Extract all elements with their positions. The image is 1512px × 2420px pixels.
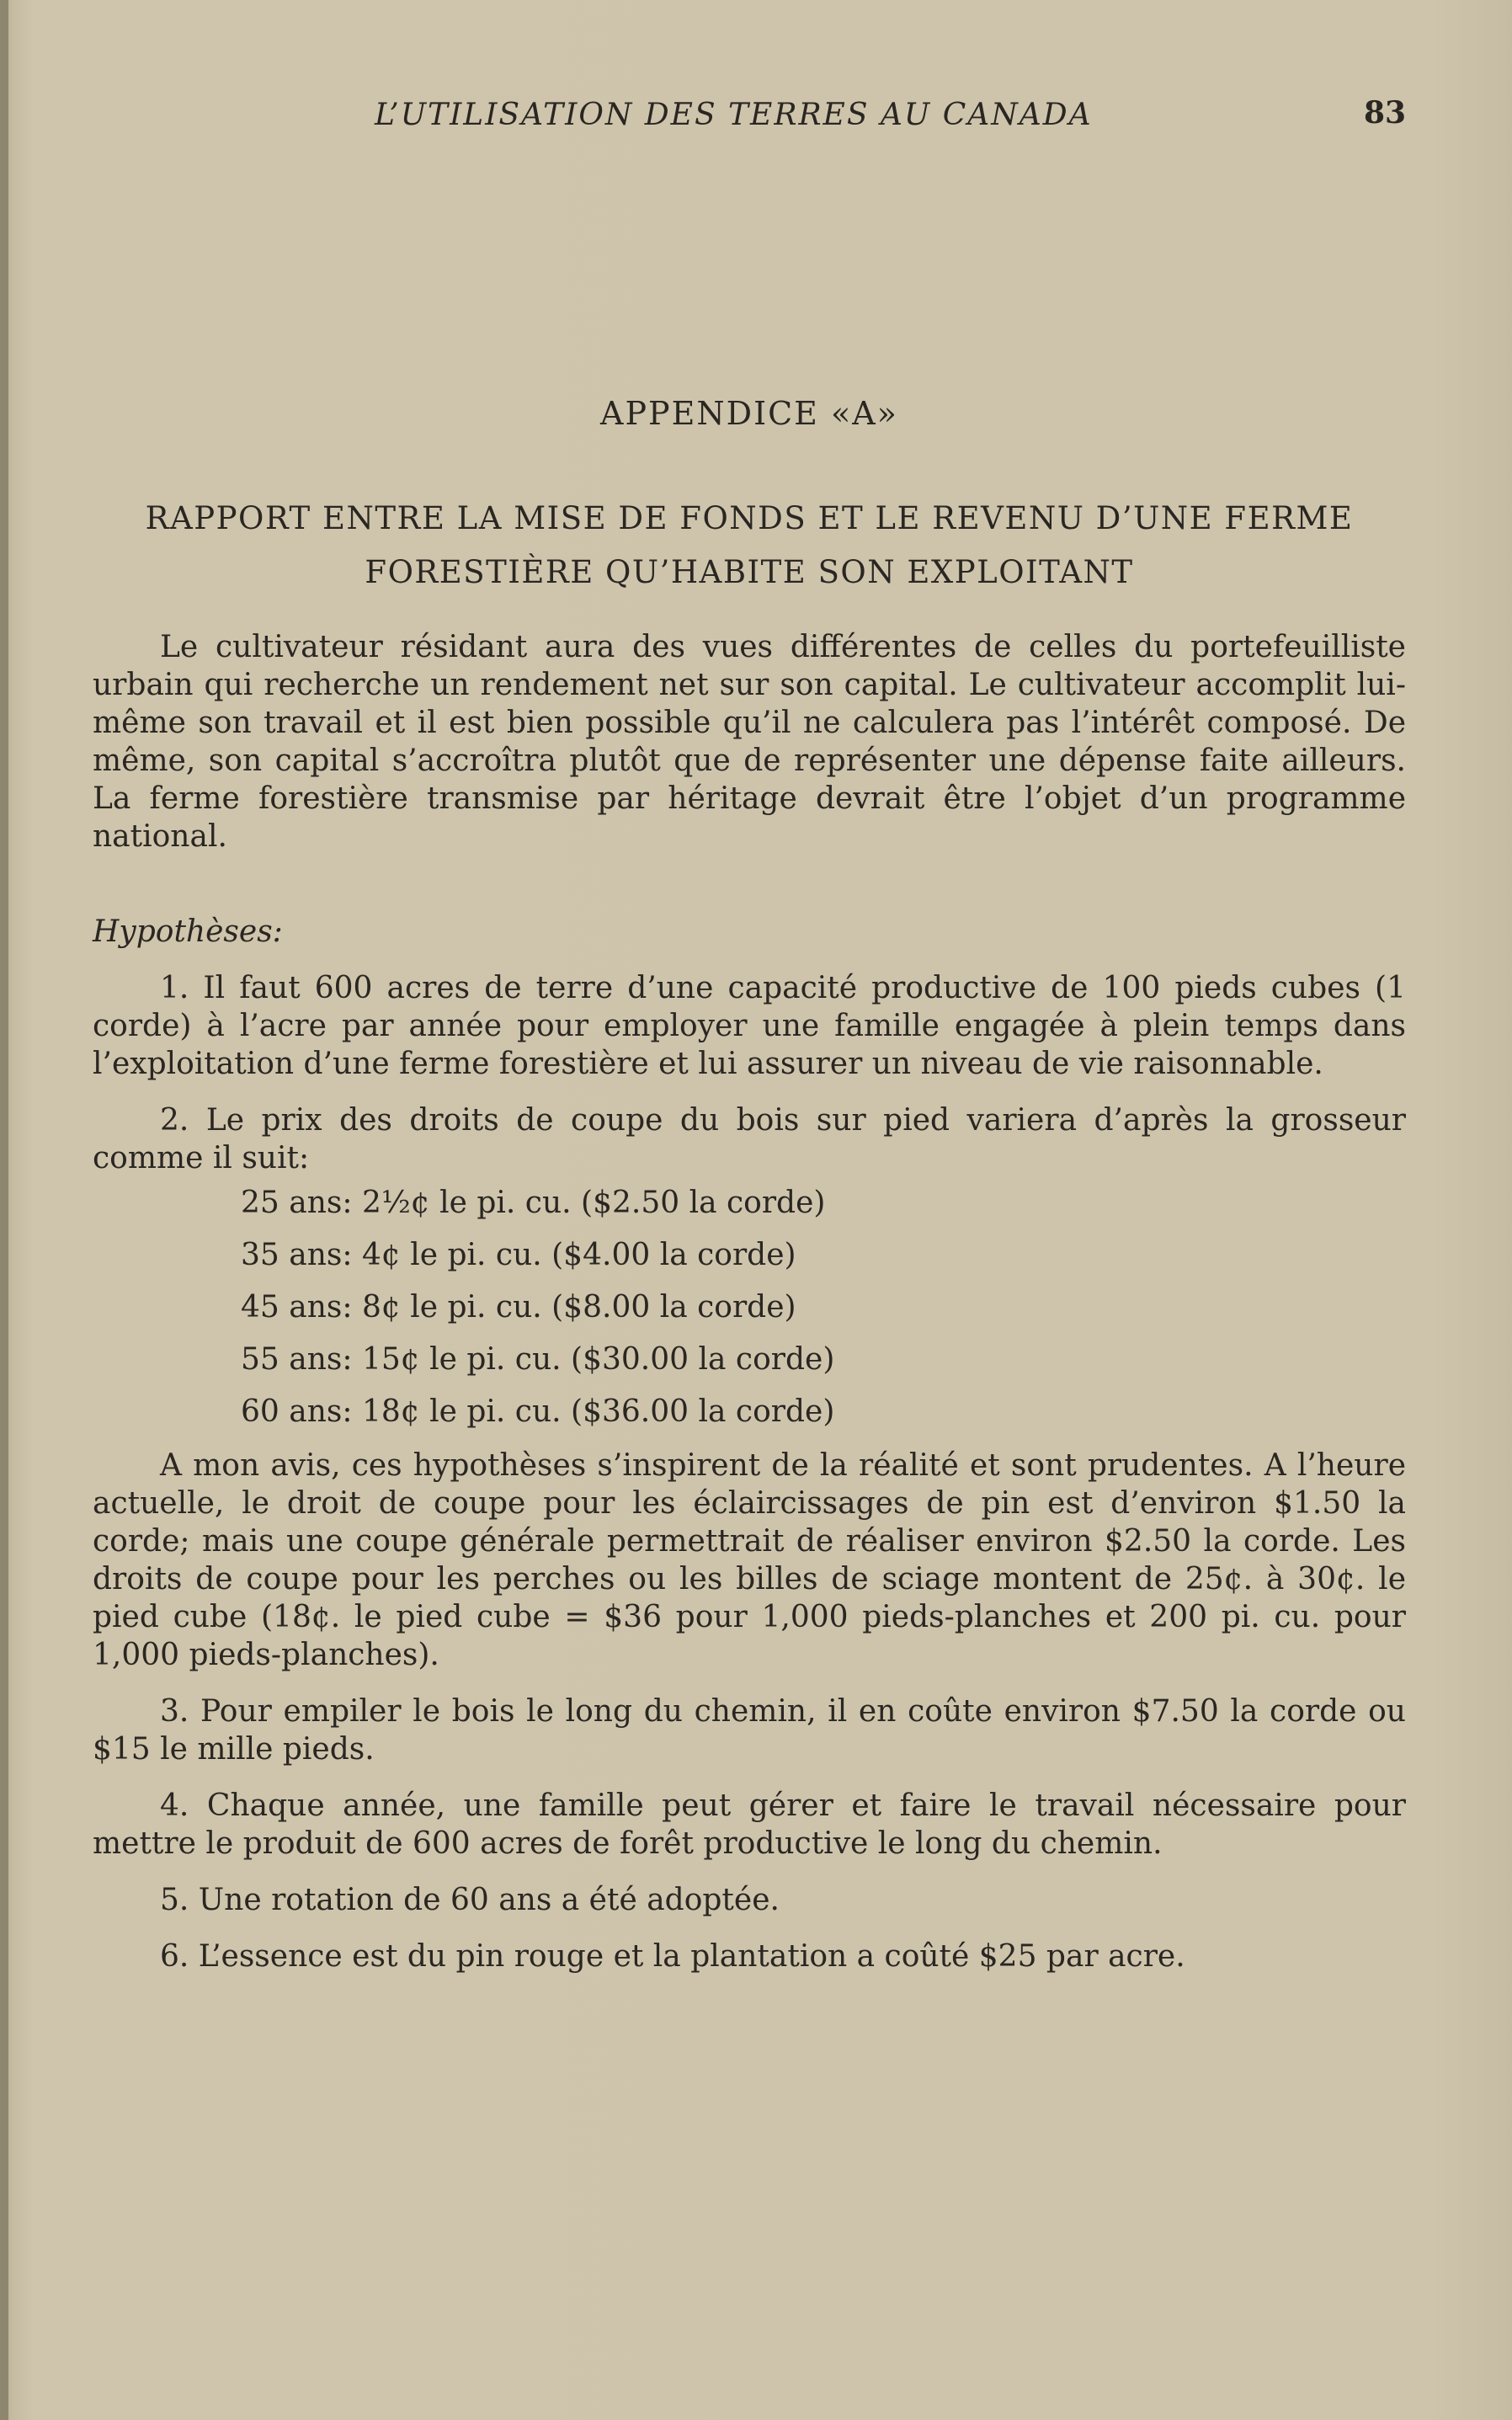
hypothesis-6: 6. L’essence est du pin rouge et la plantation a coûté $25 par acre. [160, 1939, 1185, 1974]
main-title [93, 492, 1406, 600]
main-title-line: RAPPORT ENTRE LA MISE DE FONDS ET LE REVENU D’UNE FERME [145, 500, 1354, 536]
price-list-item: 35 ans: 4¢ le pi. cu. ($4.00 la corde) [241, 1238, 796, 1272]
page-content [93, 392, 1406, 1994]
hypothesis-5: 5. Une rotation de 60 ans a été adoptée. [160, 1883, 780, 1917]
opinion-paragraph: A mon avis, ces hypothèses s’inspirent de la réalité et sont prudentes. A l’heure actuelle, le droit de coupe pour les éclaircissages de pin est d’environ $1.50 la corde; mais une coupe générale permettrait de réaliser environ $2.50 la corde. Les droits de coupe pour les perches ou les billes de sciage montent de 25¢. à 30¢. le pied cube (18¢. le pied cube = $36 pour 1,000 pieds-planches et 200 pi. cu. pour 1,000 pieds-planches). [93, 1448, 1406, 1672]
hypothesis-1: 1. Il faut 600 acres de terre d’une capacité productive de 100 pieds cubes (1 corde) à l’acre par année pour employer une famille engagée à plein temps dans l’exploitation d’une ferme forestière et lui assurer un niveau de vie raisonnable. [93, 971, 1406, 1081]
main-title-line: FORESTIÈRE QU’HABITE SON EXPLOITANT [365, 554, 1134, 590]
hypothesis-3: 3. Pour empiler le bois le long du chemin, il en coûte environ $7.50 la corde ou $15 le mille pieds. [93, 1694, 1406, 1767]
price-list-item: 25 ans: 2½¢ le pi. cu. ($2.50 la corde) [241, 1186, 826, 1220]
price-list-item: 55 ans: 15¢ le pi. cu. ($30.00 la corde) [241, 1342, 835, 1377]
running-head [0, 94, 1512, 136]
page-number: 83 [1364, 95, 1407, 131]
hypotheses-heading: Hypothèses: [93, 914, 283, 949]
hypothesis-2: 2. Le prix des droits de coupe du bois sur pied variera d’après la grosseur comme il suit: [93, 1103, 1406, 1175]
hypothesis-4: 4. Chaque année, une famille peut gérer et faire le travail nécessaire pour mettre le produit de 600 acres de forêt productive le long du chemin. [93, 1788, 1406, 1861]
intro-paragraph: Le cultivateur résidant aura des vues différentes de celles du portefeuilliste urbain qui recherche un rendement net sur son capital. Le cultivateur accomplit lui-même son travail et il est bien possible qu’il ne calculera pas l’intérêt composé. De même, son capital s’accroîtra plutôt que de représenter une dépense faite ailleurs. La ferme forestière transmise par héritage devrait être l’objet d’un programme national. [93, 630, 1406, 854]
running-title: L’UTILISATION DES TERRES AU CANADA [375, 98, 1093, 132]
appendix-title: APPENDICE «A» [600, 395, 898, 432]
price-list-item: 45 ans: 8¢ le pi. cu. ($8.00 la corde) [241, 1290, 796, 1325]
price-list-item: 60 ans: 18¢ le pi. cu. ($36.00 la corde) [241, 1394, 835, 1429]
price-list [93, 1177, 1406, 1438]
page-gutter [0, 0, 8, 2420]
